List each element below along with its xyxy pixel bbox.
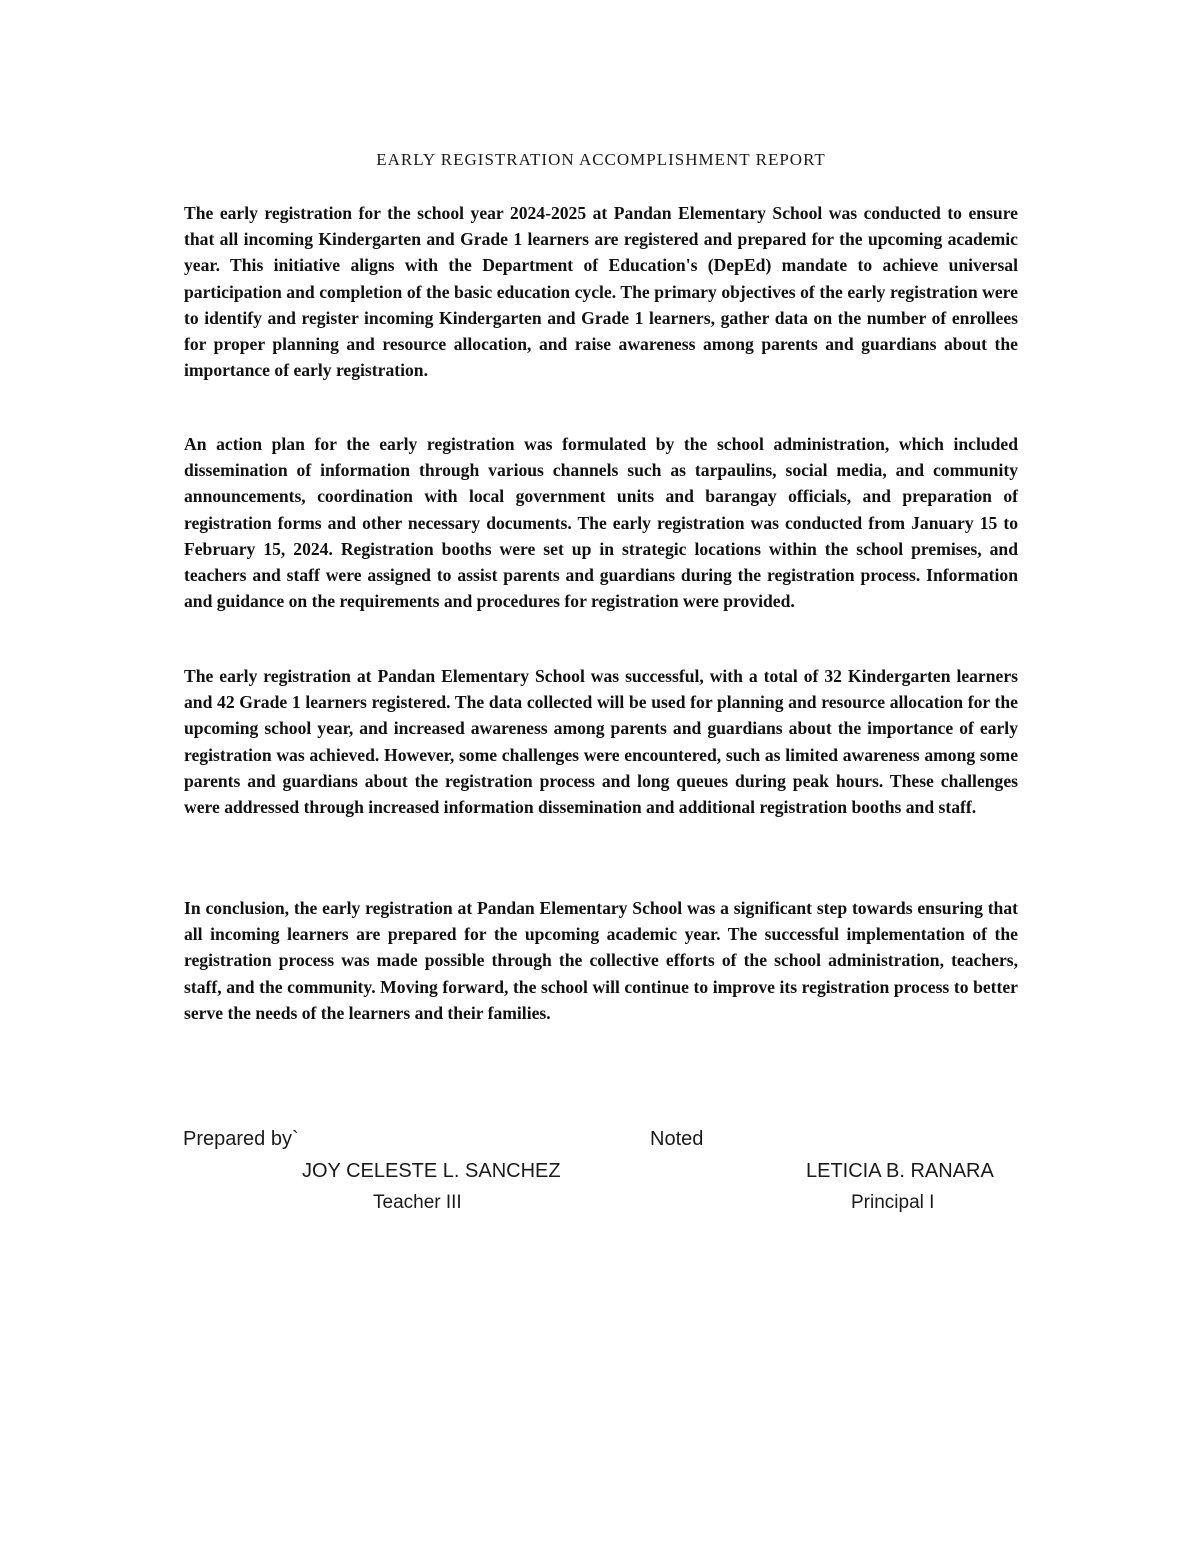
noter-name: LETICIA B. RANARA: [806, 1160, 994, 1182]
noted-caption: Noted: [650, 1128, 704, 1150]
prepared-by-caption: Prepared by`: [183, 1128, 299, 1150]
paragraph-results: The early registration at Pandan Elementary School was successful, with a total of 32 Kindergarten learners and 42 Grade 1 learners registered. The data collected will be used for planning and resource allocation for the upcoming school year, and increased awareness among parents and guardians about the importance of early registration was achieved. However, some challenges were encountered, such as limited awareness among some parents and guardians about the registration process and long queues during peak hours. These challenges were addressed through increased information dissemination and additional registration booths and staff.: [184, 666, 1018, 818]
paragraph-action-plan: An action plan for the early registration was formulated by the school administration, which included dissemination of information through various channels such as tarpaulins, social media, and community announcements, coordination with local government units and barangay officials, and preparation of registration forms and other necessary documents. The early registration was conducted from January 15 to February 15, 2024. Registration booths were set up in strategic locations within the school premises, and teachers and staff were assigned to assist parents and guardians during the registration process. Information and guidance on the requirements and procedures for registration were provided.: [184, 434, 1018, 612]
report-title: EARLY REGISTRATION ACCOMPLISHMENT REPORT: [376, 150, 826, 169]
paragraph-conclusion: In conclusion, the early registration at Pandan Elementary School was a significant step towards ensuring that all incoming learners are prepared for the upcoming academic year. The successful implementation of the registration process was made possible through the collective efforts of the school administration, teachers, staff, and the community. Moving forward, the school will continue to improve its registration process to better serve the needs of the learners and their families.: [184, 898, 1018, 1023]
paragraph-introduction: The early registration for the school year 2024-2025 at Pandan Elementary School was conducted to ensure that all incoming Kindergarten and Grade 1 learners are registered and prepared for the upcoming academic year. This initiative aligns with the Department of Education's (DepEd) mandate to achieve universal participation and completion of the basic education cycle. The primary objectives of the early registration were to identify and register incoming Kindergarten and Grade 1 learners, gather data on the number of enrollees for proper planning and resource allocation, and raise awareness among parents and guardians about the importance of early registration.: [184, 203, 1018, 381]
preparer-role: Teacher III: [373, 1192, 462, 1213]
preparer-name: JOY CELESTE L. SANCHEZ: [302, 1160, 561, 1182]
noter-role: Principal I: [851, 1192, 935, 1213]
